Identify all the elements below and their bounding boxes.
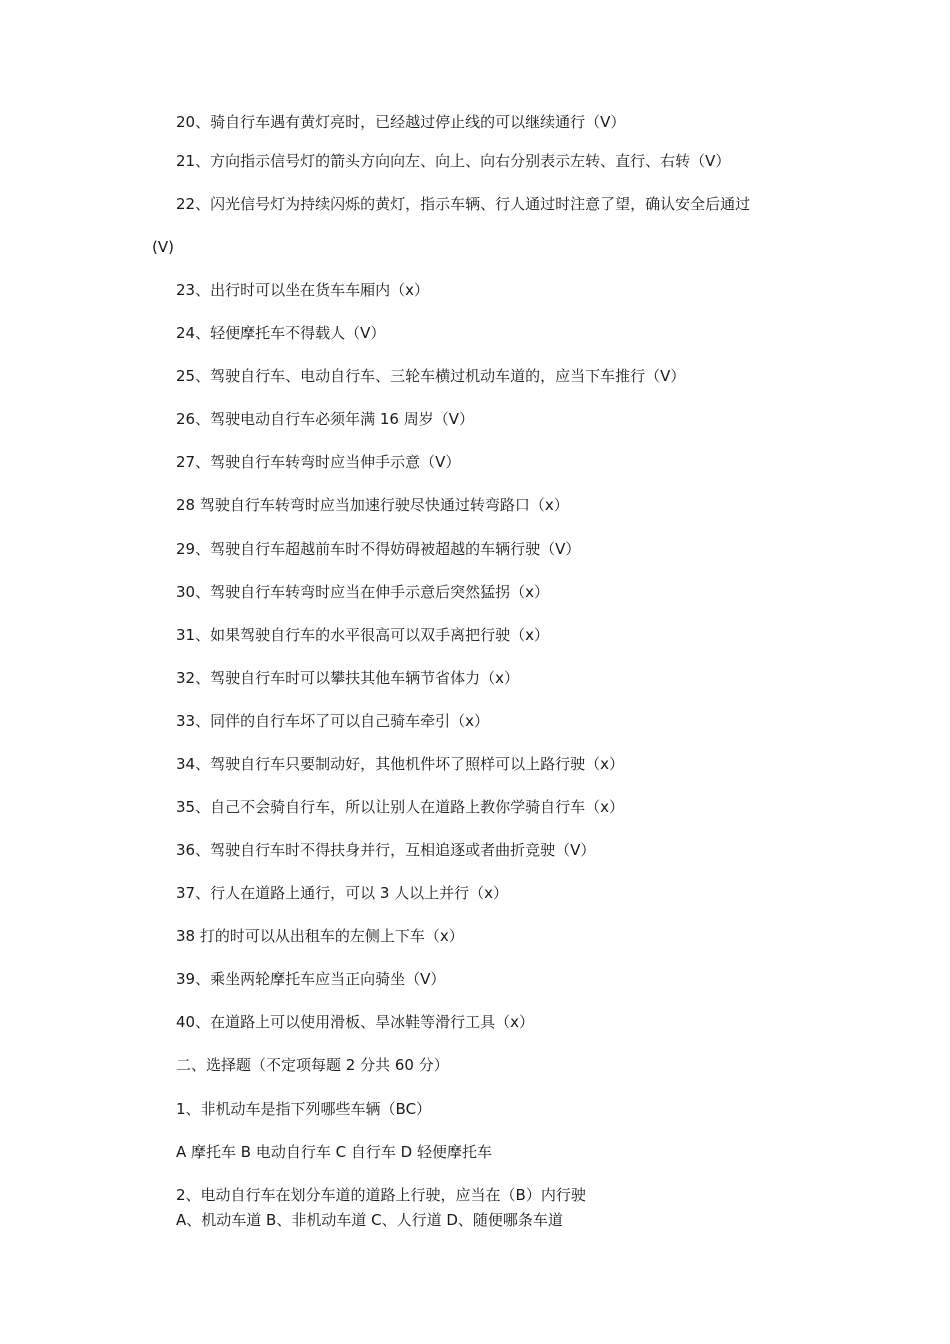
choice-question-2: 2、电动自行车在划分车道的道路上行驶，应当在（B）内行驶 <box>176 1186 586 1204</box>
question-21: 21、方向指示信号灯的箭头方向向左、向上、向右分别表示左转、直行、右转（V） <box>176 152 731 170</box>
question-25: 25、驾驶自行车、电动自行车、三轮车横过机动车道的，应当下车推行（V） <box>176 367 686 385</box>
question-28: 28 驾驶自行车转弯时应当加速行驶尽快通过转弯路口（x） <box>176 496 569 514</box>
question-22-answer: (V) <box>152 238 174 256</box>
section-heading-choice: 二、选择题（不定项每题 2 分共 60 分） <box>176 1056 449 1074</box>
question-40: 40、在道路上可以使用滑板、旱冰鞋等滑行工具（x） <box>176 1013 534 1031</box>
question-39: 39、乘坐两轮摩托车应当正向骑坐（V） <box>176 970 446 988</box>
question-27: 27、驾驶自行车转弯时应当伸手示意（V） <box>176 453 461 471</box>
question-34: 34、驾驶自行车只要制动好，其他机件坏了照样可以上路行驶（x） <box>176 755 624 773</box>
question-33: 33、同伴的自行车坏了可以自己骑车牵引（x） <box>176 712 489 730</box>
question-22: 22、闪光信号灯为持续闪烁的黄灯，指示车辆、行人通过时注意了望，确认安全后通过 <box>176 195 751 213</box>
question-35: 35、自己不会骑自行车，所以让别人在道路上教你学骑自行车（x） <box>176 798 624 816</box>
choice-question-2-options: A、机动车道 B、非机动车道 C、人行道 D、随便哪条车道 <box>176 1211 563 1229</box>
question-30: 30、驾驶自行车转弯时应当在伸手示意后突然猛拐（x） <box>176 583 549 601</box>
question-37: 37、行人在道路上通行，可以 3 人以上并行（x） <box>176 884 509 902</box>
question-26: 26、驾驶电动自行车必须年满 16 周岁（V） <box>176 410 474 428</box>
question-23: 23、出行时可以坐在货车车厢内（x） <box>176 281 429 299</box>
question-36: 36、驾驶自行车时不得扶身并行，互相追逐或者曲折竞驶（V） <box>176 841 596 859</box>
choice-question-1-options: A 摩托车 B 电动自行车 C 自行车 D 轻便摩托车 <box>176 1143 492 1161</box>
question-24: 24、轻便摩托车不得载人（V） <box>176 324 386 342</box>
question-29: 29、驾驶自行车超越前车时不得妨碍被超越的车辆行驶（V） <box>176 540 581 558</box>
choice-question-1: 1、非机动车是指下列哪些车辆（BC） <box>176 1100 432 1118</box>
question-20: 20、骑自行车遇有黄灯亮时，已经越过停止线的可以继续通行（V） <box>176 113 626 131</box>
question-38: 38 打的时可以从出租车的左侧上下车（x） <box>176 927 464 945</box>
question-32: 32、驾驶自行车时可以攀扶其他车辆节省体力（x） <box>176 669 519 687</box>
question-31: 31、如果驾驶自行车的水平很高可以双手离把行驶（x） <box>176 626 549 644</box>
